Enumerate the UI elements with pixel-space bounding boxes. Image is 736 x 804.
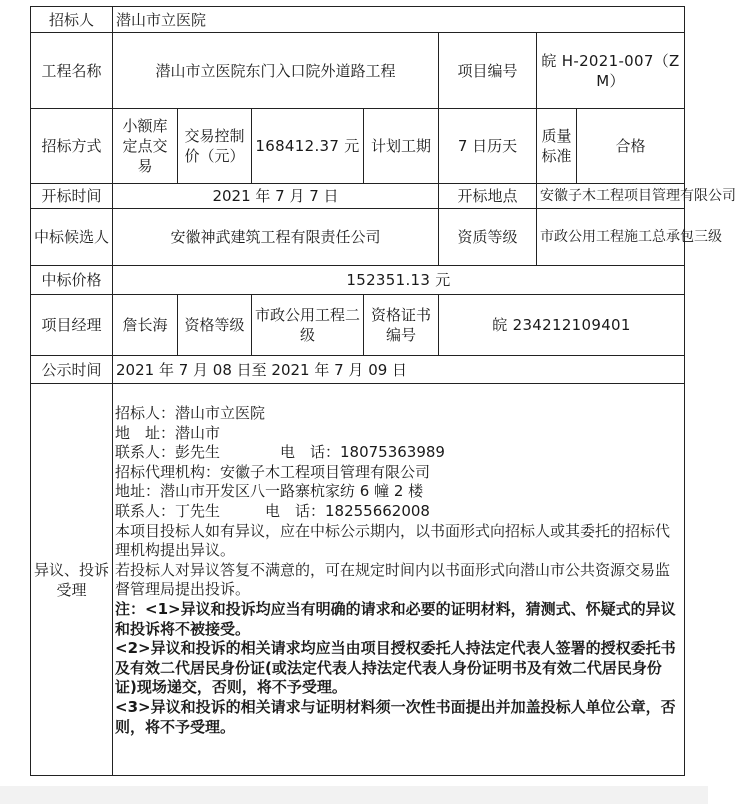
quality-label: 质量标准	[537, 109, 577, 184]
objection-line: 若投标人对异议答复不满意的，可在规定时间内以书面形式向潜山市公共资源交易监督管理局提出投诉。	[115, 560, 671, 599]
control-price-label: 交易控制价（元）	[178, 109, 252, 184]
grade-value: 市政公用工程二级	[252, 295, 364, 356]
tenderer-label: 招标人	[31, 7, 113, 33]
objection-line: 联系人：彭先生 电 话：18075363989	[115, 443, 445, 462]
project-name-label: 工程名称	[31, 33, 113, 109]
opening-place-label: 开标地点	[439, 184, 537, 209]
tenderer-value: 潜山市立医院	[113, 7, 685, 33]
objection-line: 招标人：潜山市立医院	[115, 404, 266, 422]
candidate-label: 中标候选人	[31, 209, 113, 266]
manager-label: 项目经理	[31, 295, 113, 356]
page-bottom-bar	[0, 786, 708, 804]
objection-line: 本项目投标人如有异议，应在中标公示期内，以书面形式向招标人或其委托的招标代理机构提出异议。	[115, 521, 671, 560]
cert-value: 皖 234212109401	[439, 295, 685, 356]
row-opening	[31, 184, 685, 209]
publicity-value: 2021 年 7 月 08 日至 2021 年 7 月 09 日	[113, 356, 685, 384]
objection-line: 地址：潜山市开发区八一路寨杭家纺 6 幢 2 楼	[115, 482, 424, 501]
objection-body	[113, 384, 685, 776]
method-label: 招标方式	[31, 109, 113, 184]
row-tenderer	[31, 7, 685, 33]
qualification-value: 市政公用工程施工总承包三级	[537, 209, 685, 266]
qualification-label: 资质等级	[439, 209, 537, 266]
row-bid-price	[31, 266, 685, 295]
row-objection	[31, 384, 685, 776]
row-manager	[31, 295, 685, 356]
period-value: 7 日历天	[439, 109, 537, 184]
grade-label: 资格等级	[178, 295, 252, 356]
objection-note: <2>异议和投诉的相关请求均应当由项目授权委托人持法定代表人签署的授权委托书及有效二代居民身份证(或法定代表人持法定代表人身份证明书及有效二代居民身份证)现场递交，否则，将不予受理。	[115, 639, 676, 697]
quality-value: 合格	[577, 109, 685, 184]
cert-label: 资格证书编号	[364, 295, 439, 356]
row-method	[31, 109, 685, 184]
project-code-value: 皖 H-2021-007（ZM）	[537, 33, 685, 109]
project-code-label: 项目编号	[439, 33, 537, 109]
control-price-value: 168412.37 元	[252, 109, 364, 184]
period-label: 计划工期	[364, 109, 439, 184]
project-name-value: 潜山市立医院东门入口院外道路工程	[113, 33, 439, 109]
objection-note: <3>异议和投诉的相关请求与证明材料须一次性书面提出并加盖投标人单位公章，否则，将不予受理。	[115, 697, 676, 736]
row-publicity	[31, 356, 685, 384]
opening-time-label: 开标时间	[31, 184, 113, 209]
candidate-value: 安徽神武建筑工程有限责任公司	[113, 209, 439, 266]
method-value: 小额库定点交易	[113, 109, 178, 184]
opening-time-value: 2021 年 7 月 7 日	[113, 184, 439, 209]
objection-line: 地 址：潜山市	[115, 423, 221, 442]
row-project	[31, 33, 685, 109]
publicity-label: 公示时间	[31, 356, 113, 384]
bid-price-value: 152351.13 元	[113, 266, 685, 295]
row-candidate	[31, 209, 685, 266]
objection-line: 联系人：丁先生 电 话：18255662008	[115, 501, 430, 520]
objection-note: 注：<1>异议和投诉均应当有明确的请求和必要的证明材料，猜测式、怀疑式的异议和投诉将不被接受。	[115, 599, 676, 638]
bid-result-table	[30, 6, 736, 776]
opening-place-value: 安徽子木工程项目管理有限公司	[537, 184, 685, 209]
bid-price-label: 中标价格	[31, 266, 113, 295]
manager-value: 詹长海	[113, 295, 178, 356]
objection-line: 招标代理机构：安徽子木工程项目管理有限公司	[115, 462, 431, 481]
objection-label: 异议、投诉受理	[31, 384, 113, 776]
